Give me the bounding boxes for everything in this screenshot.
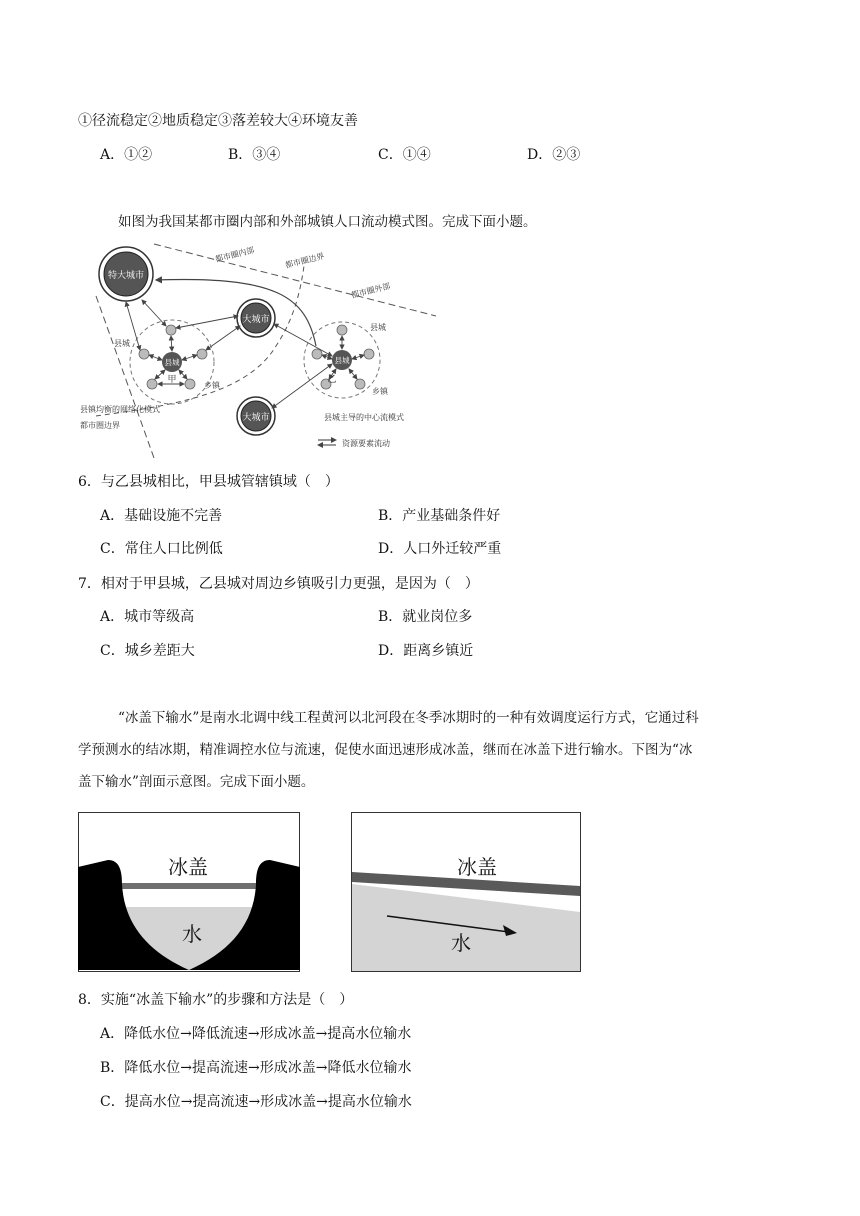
q5-option-a: A．①②	[100, 147, 153, 163]
model-left-text-2: 都市圈边界	[80, 421, 120, 430]
bigcity-bottom-label: 大城市	[242, 413, 270, 423]
q6-option-c: C．常住人口比例低	[100, 541, 223, 557]
ice-label-right: 冰盖	[457, 855, 497, 879]
longitudinal-section	[351, 812, 581, 972]
q6-stem: 6．与乙县城相比，甲县城管辖镇域（ ）	[78, 474, 339, 490]
q7-option-c: C．城乡差距大	[100, 643, 195, 659]
county-yi-label: 县城	[334, 356, 350, 365]
q7-option-d: D．距离乡镇近	[378, 643, 474, 659]
q5-option-b: B．③④	[228, 147, 281, 163]
water-label-right: 水	[451, 931, 471, 955]
ice-label-left: 冰盖	[168, 855, 208, 879]
right-township-text: 乡镇	[372, 387, 388, 396]
model-right-text: 县城主导的中心流模式	[324, 413, 404, 422]
legend-text: 资源要素流动	[342, 439, 390, 448]
county-jia-label: 县城	[164, 358, 180, 367]
q8-option-c: C．提高水位→提高流速→形成冰盖→提高水位输水	[100, 1094, 412, 1110]
boundary-label-top: 都市圈边界	[284, 251, 326, 270]
yi-label: 乙	[327, 375, 337, 385]
q5-option-c: C．①④	[378, 147, 431, 163]
q5-option-d: D．②③	[527, 147, 581, 163]
left-county-text: 县城	[114, 339, 130, 348]
water-label-left: 水	[182, 922, 202, 946]
q6-option-a: A．基础设施不完善	[100, 508, 223, 524]
left-township-text: 乡镇	[204, 381, 220, 390]
fig2-intro-line-2: 学预测水的结冰期，精准调控水位与流速，促使水面迅速形成冰盖，继而在冰盖下进行输水。下图为“冰	[78, 742, 693, 758]
megacity-label: 特大城市	[107, 271, 145, 281]
channel-cross-section	[78, 812, 300, 972]
q8-option-a: A．降低水位→降低流速→形成冰盖→提高水位输水	[100, 1026, 412, 1042]
bigcity-top-label: 大城市	[242, 315, 270, 325]
q6-option-d: D．人口外迁较严重	[378, 541, 502, 557]
right-county-text: 县城	[370, 323, 386, 332]
inner-label: 都市圈内部	[214, 245, 256, 264]
q7-option-b: B．就业岗位多	[378, 609, 473, 625]
fig2-intro-line-1: “冰盖下输水”是南水北调中线工程黄河以北河段在冬季冰期时的一种有效调度运行方式，它通过科	[118, 710, 699, 726]
fig2-intro	[78, 702, 778, 798]
q8-stem: 8．实施“冰盖下输水”的步骤和方法是（ ）	[78, 992, 354, 1008]
q8-option-b: B．降低水位→提高流速→形成冰盖→降低水位输水	[100, 1060, 412, 1076]
fig1-intro: 如图为我国某都市圈内部和外部城镇人口流动模式图。完成下面小题。	[118, 214, 537, 230]
ice-cover-bar	[118, 883, 264, 889]
q7-stem: 7．相对于甲县城，乙县城对周边乡镇吸引力更强，是因为（ ）	[78, 576, 479, 592]
q5-statement: ①径流稳定②地质稳定③落差较大④环境友善	[78, 113, 358, 129]
outer-label: 都市圈外部	[350, 281, 392, 300]
fig2-intro-line-3: 盖下输水”剖面示意图。完成下面小题。	[78, 774, 315, 790]
population-flow-diagram	[76, 236, 456, 458]
q6-option-b: B．产业基础条件好	[378, 508, 501, 524]
q7-option-a: A．城市等级高	[100, 609, 195, 625]
model-left-text-1: 县镇均衡的网络化模式	[80, 405, 160, 414]
jia-label: 甲	[167, 375, 177, 385]
